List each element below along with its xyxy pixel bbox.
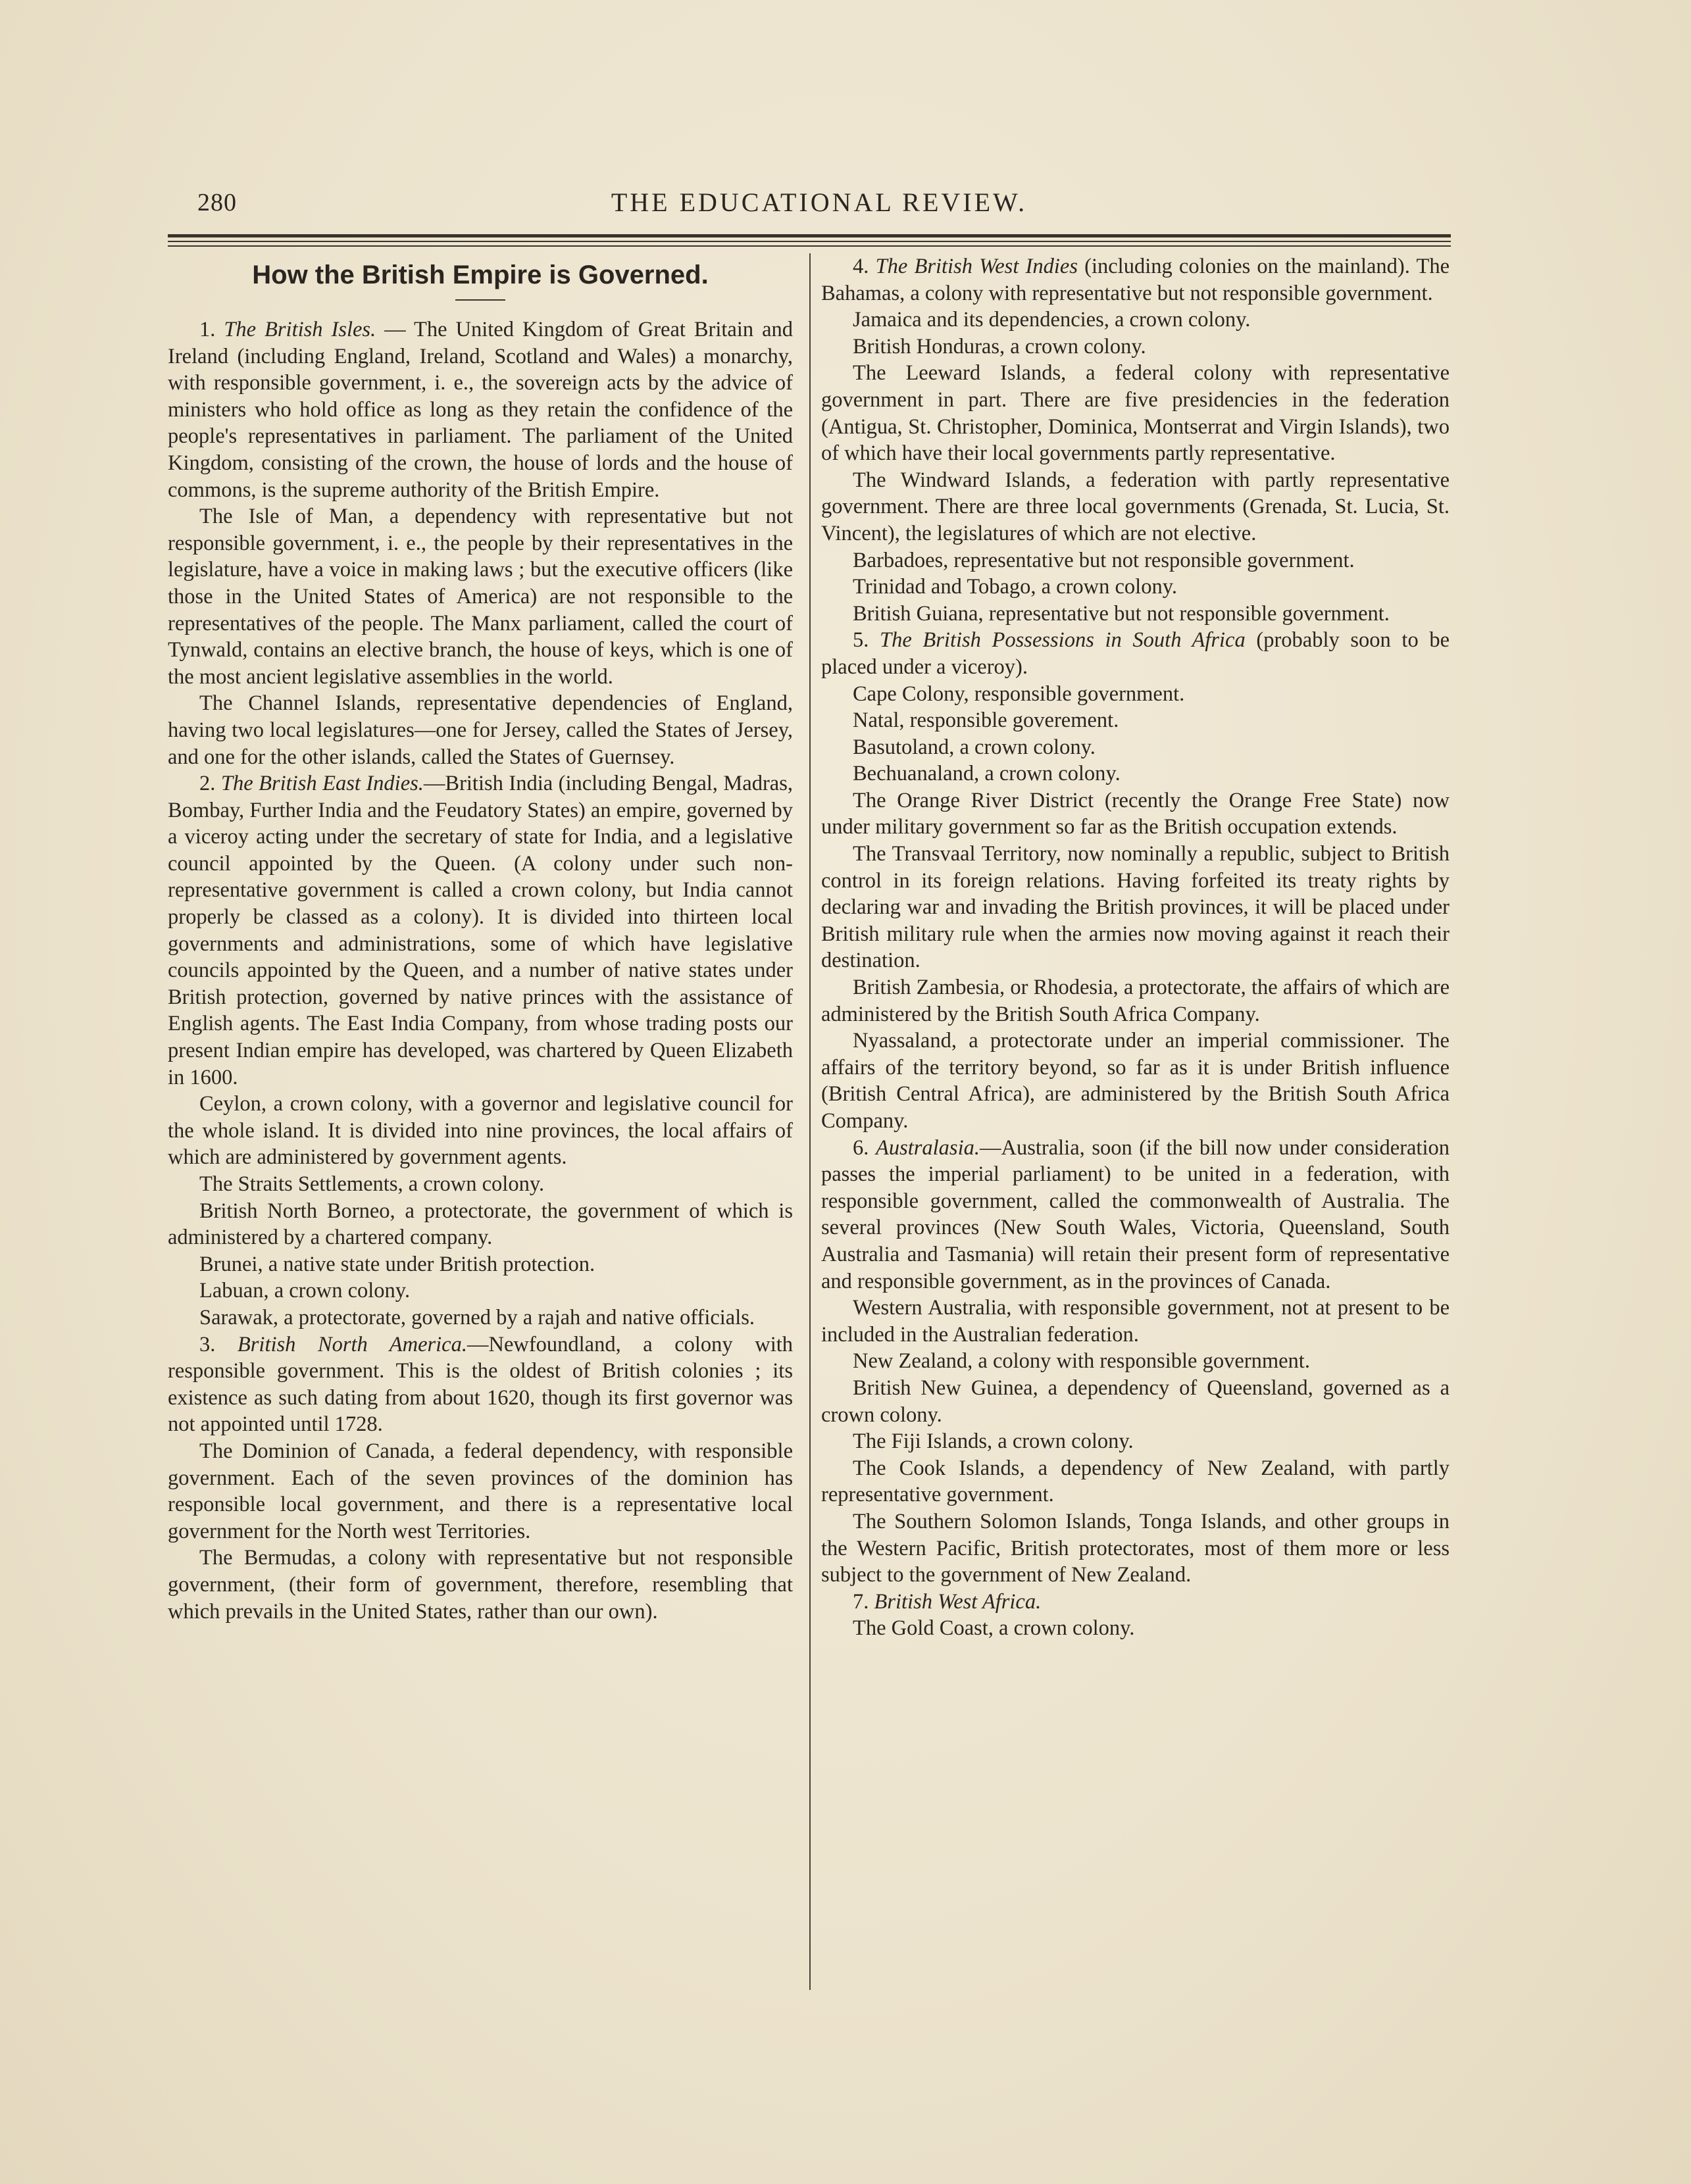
paragraph — [168, 316, 793, 503]
paragraph — [821, 1295, 1450, 1348]
paragraph-text: British Zambesia, or Rhodesia, a protectorate, the affairs of which are administered by the British South Africa Company. — [821, 976, 1450, 1026]
paragraph — [821, 1028, 1450, 1134]
paragraph — [168, 1278, 793, 1304]
paragraph — [821, 360, 1450, 466]
paragraph-text: (probably soon to be placed under a viceroy). — [821, 628, 1450, 679]
paragraph-text: British New Guinea, a dependency of Queensland, governed as a crown colony. — [821, 1376, 1450, 1427]
paragraph — [821, 307, 1450, 334]
page-number: 280 — [197, 189, 237, 216]
paragraph-text: Trinidad and Tobago, a crown colony. — [853, 575, 1177, 599]
paragraph-text: — The United Kingdom of Great Britain and Ireland (including England, Ireland, Scotland and Wales) a monarchy, with responsible government, i. e., the sovereign acts by the advice of ministers who hold office as long as they retain the confidence of the people's representatives in parliament. The parliament of the United Kingdom, consisting of the crown, the house of lords and the house of commons, is the supreme authority of the British Empire. — [168, 318, 794, 502]
paragraph — [821, 1615, 1450, 1642]
section-number: 2. — [199, 772, 221, 796]
paragraph — [821, 1375, 1450, 1428]
paragraph-text: The Transvaal Territory, now nominally a republic, subject to British control in its foreign relations. Having forfeited its treaty rights by declaring war and invading the British provinces, it will be placed under British military rule when the armies now moving against it reach their destination. — [821, 842, 1450, 973]
paragraph — [821, 734, 1450, 761]
paragraph — [821, 574, 1450, 601]
paragraph — [168, 1251, 793, 1278]
paragraph-text: The Windward Islands, a federation with partly representative government. There are three local governments (Grenada, St. Lucia, St. Vincent), the legislatures of which are not elective. — [821, 468, 1450, 545]
paragraph — [821, 334, 1450, 360]
paragraph-text: Ceylon, a crown colony, with a governor and legislative council for the whole island. It is divided into nine provinces, the local affairs of which are administered by government agents. — [168, 1092, 793, 1170]
paragraph — [821, 760, 1450, 787]
header-rule — [168, 234, 1451, 237]
paragraph — [168, 1545, 793, 1625]
column-divider — [809, 253, 811, 1990]
section-heading: The British West Indies — [875, 255, 1078, 278]
paragraph-text: Jamaica and its dependencies, a crown colony. — [853, 308, 1251, 332]
paragraph-text: British North Borneo, a protectorate, the government of which is administered by a chartered company. — [168, 1199, 793, 1250]
paragraph — [821, 1348, 1450, 1375]
paragraph-text: The Bermudas, a colony with representative but not responsible government, (their form of government, therefore, resembling that which prevails in the United States, rather than our own). — [168, 1546, 793, 1624]
paragraph-text: The Straits Settlements, a crown colony. — [199, 1172, 545, 1196]
paragraph — [821, 1135, 1450, 1295]
paragraph — [821, 467, 1450, 547]
paragraph-text: The Orange River District (recently the Orange Free State) now under military government so far as the British occupation extends. — [821, 788, 1450, 839]
paragraph — [821, 253, 1450, 307]
paragraph-text: British Guiana, representative but not responsible government. — [853, 601, 1390, 626]
section-number: 6. — [853, 1135, 876, 1160]
paragraph-text: Basutoland, a crown colony. — [853, 735, 1096, 759]
section-number: 7. — [853, 1589, 874, 1614]
paragraph — [168, 503, 793, 690]
section-number: 5. — [853, 628, 880, 653]
paragraph-text: The Cook Islands, a dependency of New Zealand, with partly representative government. — [821, 1456, 1450, 1507]
section-heading: British North America. — [237, 1332, 467, 1356]
paragraph — [821, 547, 1450, 574]
paragraph-text: New Zealand, a colony with responsible government. — [853, 1349, 1310, 1374]
paragraph-text: The Gold Coast, a crown colony. — [853, 1616, 1135, 1641]
paragraph-text: Bechuanaland, a crown colony. — [853, 762, 1121, 786]
paragraph-text: Western Australia, with responsible government, not at present to be included in the Australian federation. — [821, 1296, 1450, 1347]
paragraph-text: —British India (including Bengal, Madras, Bombay, Further India and the Feudatory States) an empire, governed by a viceroy acting under the secretary of state for India, and a legislative council appointed by the Queen. (A colony under such non-representative government is called a crown colony, but India cannot properly be classed as a colony). It is divided into thirteen local governments and administrations, some of which have legislative councils appointed by the Queen, and a number of native states under British protection, governed by native princes with the assistance of English agents. The East India Company, from whose trading posts our present Indian empire has developed, was chartered by Queen Elizabeth in 1600. — [168, 772, 793, 1089]
section-heading: The British Possessions in South Africa — [880, 628, 1246, 653]
paragraph-text: —Australia, soon (if the bill now under consideration passes the imperial parliament) to be united in a federation, with responsible government, called the commonwealth of Australia. The several provinces (New South Wales, Victoria, Queensland, South Australia and Tasmania) will retain their present form of representative and responsible government, as in the provinces of Canada. — [821, 1135, 1450, 1293]
title-rule — [455, 299, 505, 301]
section-number: 4. — [853, 255, 876, 278]
paragraph-text: The Leeward Islands, a federal colony with representative government in part. There are five presidencies in the federation (Antigua, St. Christopher, Dominica, Montserrat and Virgin Islands), two of which have their local governments partly representative. — [821, 361, 1450, 466]
paragraph — [168, 770, 793, 1091]
paragraph-text: The Dominion of Canada, a federal dependency, with responsible government. Each of the seven provinces of the dominion has responsible local government, and there is a representative local government for the North west Territories. — [168, 1439, 793, 1543]
journal-title: THE EDUCATIONAL REVIEW. — [611, 187, 1028, 217]
paragraph-text: Cape Colony, responsible government. — [853, 682, 1185, 706]
paragraph-text: (including colonies on the mainland). The Bahamas, a colony with representative but not responsible government. — [821, 255, 1450, 305]
paragraph-text: —Newfoundland, a colony with responsible government. This is the oldest of British colonies ; its existence as such dating from about 1620, though its first governor was not appointed until 1728. — [168, 1332, 793, 1437]
section-number: 1. — [199, 318, 224, 341]
paragraph — [168, 1198, 793, 1251]
paragraph-text: Brunei, a native state under British protection. — [199, 1252, 595, 1276]
section-number: 3. — [199, 1332, 238, 1356]
paragraph — [821, 841, 1450, 974]
paragraph-text: Sarawak, a protectorate, governed by a rajah and native officials. — [199, 1305, 755, 1329]
paragraph — [821, 787, 1450, 841]
paragraph — [821, 681, 1450, 708]
paragraph — [821, 601, 1450, 628]
section-heading: Australasia. — [875, 1135, 980, 1160]
paragraph — [821, 1589, 1450, 1616]
paragraph — [168, 1331, 793, 1438]
section-heading: The British Isles. — [224, 318, 376, 341]
paragraph — [821, 707, 1450, 734]
header-rule — [168, 245, 1451, 247]
paragraph — [821, 1508, 1450, 1589]
paragraph — [821, 1428, 1450, 1455]
header-rule — [168, 241, 1451, 242]
paragraph-text: Barbadoes, representative but not responsible government. — [853, 548, 1355, 572]
paragraph — [168, 690, 793, 770]
paragraph-text: Natal, responsible goverement. — [853, 708, 1119, 733]
paragraph-text: The Fiji Islands, a crown colony. — [853, 1429, 1134, 1454]
paragraph-text: Labuan, a crown colony. — [199, 1279, 411, 1303]
article-title: How the British Empire is Governed. — [252, 261, 709, 289]
right-column — [821, 253, 1450, 1642]
paragraph-text: British Honduras, a crown colony. — [853, 334, 1146, 359]
paragraph-text: The Southern Solomon Islands, Tonga Islands, and other groups in the Western Pacific, British protectorates, most of them more or less subject to the government of New Zealand. — [821, 1509, 1450, 1587]
right-paragraphs — [821, 253, 1450, 1642]
paragraph — [168, 1438, 793, 1545]
paragraph — [821, 627, 1450, 680]
paragraph — [168, 1171, 793, 1198]
paragraph — [821, 1455, 1450, 1508]
section-heading: British West Africa. — [874, 1589, 1042, 1614]
page-header — [158, 184, 1480, 224]
paragraph-text: Nyassaland, a protectorate under an imperial commissioner. The affairs of the territory beyond, so far as it is under British influence (British Central Africa), are administered by the British South Africa Company. — [821, 1029, 1450, 1133]
paragraph — [821, 974, 1450, 1028]
section-heading: The British East Indies. — [220, 772, 424, 796]
left-paragraphs — [168, 316, 793, 1625]
left-column — [168, 253, 793, 1625]
paragraph — [168, 1304, 793, 1331]
paragraph-text: The Channel Islands, representative dependencies of England, having two local legislatures—one for Jersey, called the States of Jersey, and one for the other islands, called the States of Guernsey. — [168, 691, 793, 769]
paragraph-text: The Isle of Man, a dependency with representative but not responsible government, i. e., the people by their representatives in the legislature, have a voice in making laws ; but the executive officers (like those in the United States of America) are not responsible to the representatives of the people. The Manx parliament, called the court of Tynwald, contains an elective branch, the house of keys, which is one of the most ancient legislative assemblies in the world. — [168, 505, 793, 689]
paragraph — [168, 1091, 793, 1171]
